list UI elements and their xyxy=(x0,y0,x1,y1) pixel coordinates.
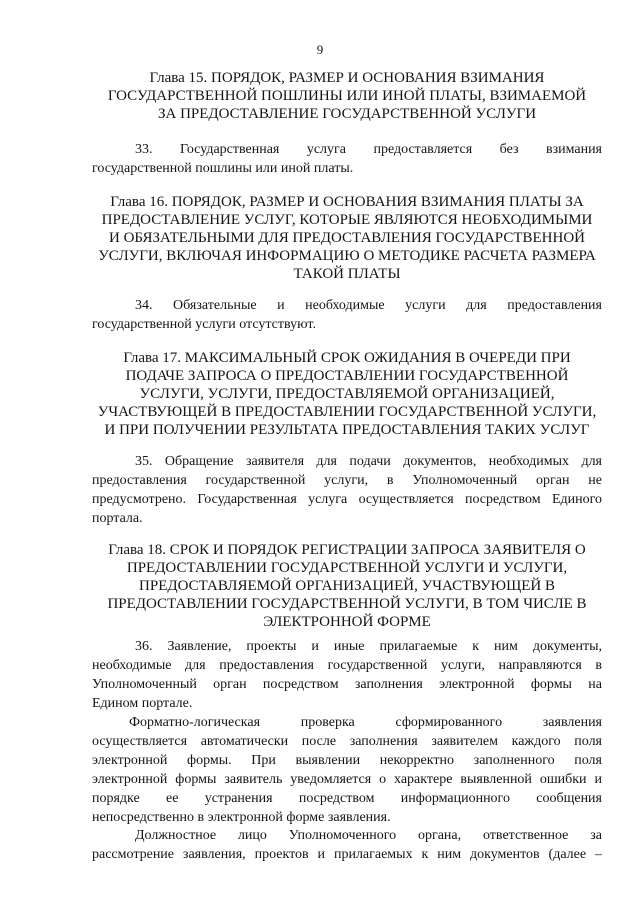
paragraph-36-format-check: Форматно-логическая проверка сформированного заявления осуществляется автоматически после заполнения заявителем каждого поля электронной формы. При выявлении некорректно заполненного поля электронной формы заявитель уведомляется о характере выявленной ошибки и порядке ее устранения посредством информационного сообщения непосредственно в электронной форме заявления. xyxy=(92,715,602,825)
page-number: 9 xyxy=(316,42,324,57)
paragraph-33: 33. Государственная услуга предоставляется без взимания государственной пошлины или иной платы. xyxy=(92,142,602,176)
paragraph-35: 35. Обращение заявителя для подачи документов, необходимых для предоставления государственной услуги, в Уполномоченный орган не предусмотрено. Государственная услуга осуществляется посредством Единого портала. xyxy=(92,454,602,526)
chapter-18-heading: Глава 18. СРОК И ПОРЯДОК РЕГИСТРАЦИИ ЗАПРОСА ЗАЯВИТЕЛЯ О ПРЕДОСТАВЛЕНИИ ГОСУДАРСТВЕННОЙ УСЛУГИ И УСЛУГИ, ПРЕДОСТАВЛЯЕМОЙ ОРГАНИЗАЦИЕЙ, УЧАСТВУЮЩЕЙ В ПРЕДОСТАВЛЕНИИ ГОСУДАРСТВЕННОЙ УСЛУГИ, В ТОМ ЧИСЛЕ В ЭЛЕКТРОННОЙ ФОРМЕ xyxy=(107,542,587,630)
chapter-16-heading: Глава 16. ПОРЯДОК, РАЗМЕР И ОСНОВАНИЯ ВЗИМАНИЯ ПЛАТЫ ЗА ПРЕДОСТАВЛЕНИЕ УСЛУГ, КОТОРЫЕ ЯВЛЯЮТСЯ НЕОБХОДИМЫМИ И ОБЯЗАТЕЛЬНЫМИ ДЛЯ ПРЕДОСТАВЛЕНИЯ ГОСУДАРСТВЕННОЙ УСЛУГИ, ВКЛЮЧАЯ ИНФОРМАЦИЮ О МЕТОДИКЕ РАСЧЕТА РАЗМЕРА ТАКОЙ ПЛАТЫ xyxy=(98,194,596,282)
chapter-17-heading: Глава 17. МАКСИМАЛЬНЫЙ СРОК ОЖИДАНИЯ В ОЧЕРЕДИ ПРИ ПОДАЧЕ ЗАПРОСА О ПРЕДОСТАВЛЕНИИ ГОСУДАРСТВЕННОЙ УСЛУГИ, УСЛУГИ, ПРЕДОСТАВЛЯЕМОЙ ОРГАНИЗАЦИЕЙ, УЧАСТВУЮЩЕЙ В ПРЕДОСТАВЛЕНИИ ГОСУДАРСТВЕННОЙ УСЛУГИ, И ПРИ ПОЛУЧЕНИИ РЕЗУЛЬТАТА ПРЕДОСТАВЛЕНИЯ ТАКИХ УСЛУГ xyxy=(97,350,597,438)
paragraph-36: 36. Заявление, проекты и иные прилагаемые к ним документы, необходимые для предоставления государственной услуги, направляются в Уполномоченный орган посредством заполнения электронной формы на Едином портале. xyxy=(92,639,602,711)
paragraph-36-official: Должностное лицо Уполномоченного органа, ответственное за рассмотрение заявления, проектов и прилагаемых к ним документов (далее – xyxy=(92,828,602,862)
chapter-15-heading: Глава 15. ПОРЯДОК, РАЗМЕР И ОСНОВАНИЯ ВЗИМАНИЯ ГОСУДАРСТВЕННОЙ ПОШЛИНЫ ИЛИ ИНОЙ ПЛАТЫ, ВЗИМАЕМОЙ ЗА ПРЕДОСТАВЛЕНИЕ ГОСУДАРСТВЕННОЙ УСЛУГИ xyxy=(107,70,587,122)
paragraph-34: 34. Обязательные и необходимые услуги для предоставления государственной услуги отсутствуют. xyxy=(92,298,602,332)
